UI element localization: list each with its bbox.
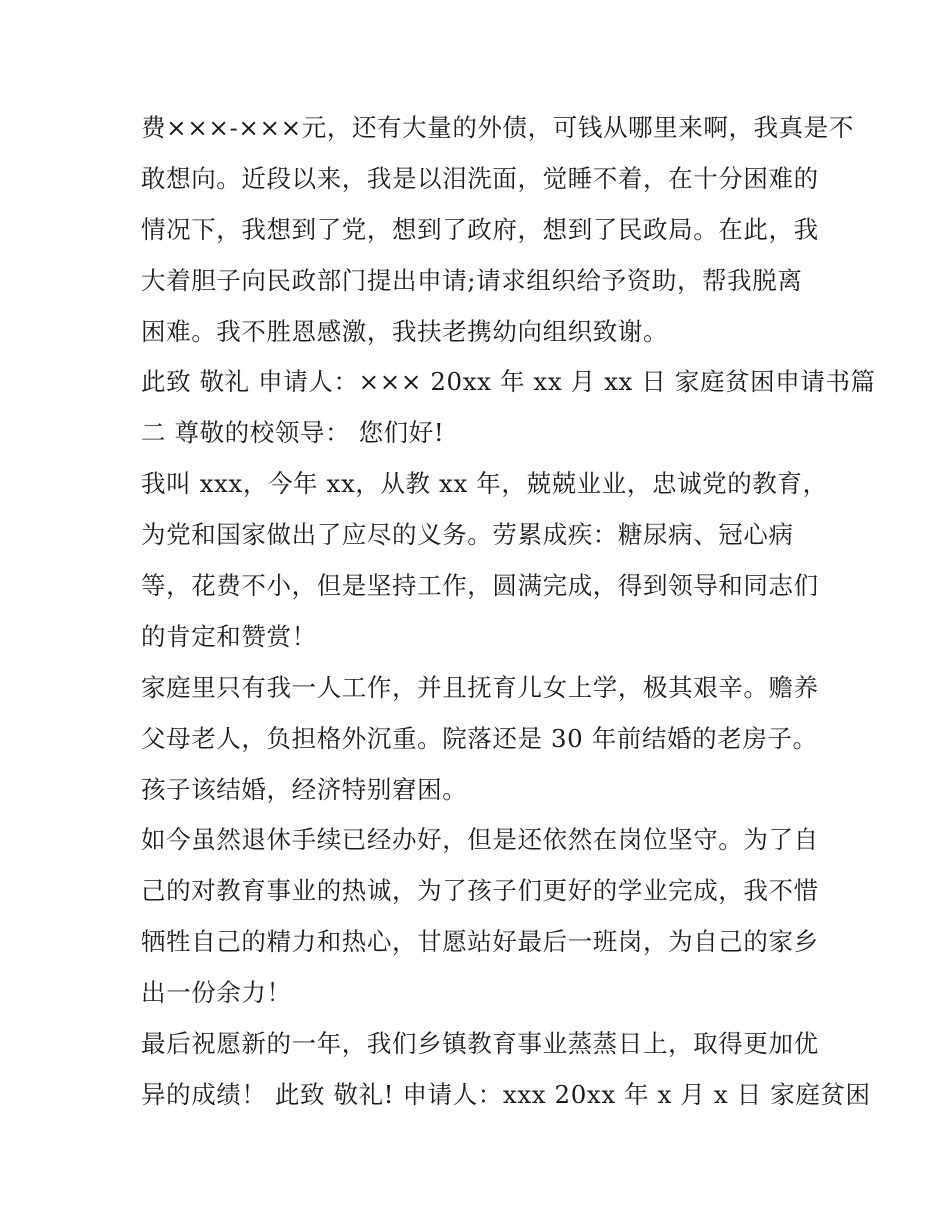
text-line: 牺牲自己的精力和热心，甘愿站好最后一班岗，为自己的家乡 [141, 927, 819, 957]
text-line: 此致 敬礼 申请人：××× 20xx 年 xx 月 xx 日 家庭贫困申请书篇 [141, 367, 876, 397]
text-line: 出一份余力！ [141, 978, 292, 1008]
text-line: 最后祝愿新的一年，我们乡镇教育事业蒸蒸日上，取得更加优 [141, 1029, 819, 1059]
text-line: 家庭里只有我一人工作，并且抚育儿女上学，极其艰辛。赡养 [141, 672, 819, 702]
text-line: 二 尊敬的校领导： 您们好! [141, 418, 445, 448]
text-line: 敢想向。近段以来，我是以泪洗面，觉睡不着，在十分困难的 [141, 163, 819, 193]
text-line: 困难。我不胜恩感激，我扶老携幼向组织致谢。 [141, 316, 669, 346]
text-line: 如今虽然退休手续已经办好，但是还依然在岗位坚守。为了自 [141, 825, 819, 855]
text-line: 我叫 xxx，今年 xx，从教 xx 年，兢兢业业，忠诚党的教育， [141, 469, 828, 499]
body-text [141, 103, 876, 1121]
text-line: 异的成绩！ 此致 敬礼! 申请人：xxx 20xx 年 x 月 x 日 家庭贫困 [141, 1079, 871, 1109]
text-line: 父母老人，负担格外沉重。院落还是 30 年前结婚的老房子。 [141, 723, 818, 753]
text-line: 等，花费不小，但是坚持工作，圆满完成，得到领导和同志们 [141, 571, 819, 601]
text-line: 情况下，我想到了党，想到了政府，想到了民政局。在此，我 [141, 214, 819, 244]
text-line: 大着胆子向民政部门提出申请;请求组织给予资助，帮我脱离 [141, 265, 803, 295]
text-line: 己的对教育事业的热诚，为了孩子们更好的学业完成，我不惜 [141, 876, 819, 906]
text-line: 的肯定和赞赏！ [141, 621, 317, 651]
text-line: 孩子该结婚，经济特别窘困。 [141, 774, 468, 804]
text-line: 为党和国家做出了应尽的义务。劳累成疾：糖尿病、冠心病 [141, 520, 794, 550]
text-line: 费×××-×××元，还有大量的外债，可钱从哪里来啊，我真是不 [141, 113, 854, 142]
